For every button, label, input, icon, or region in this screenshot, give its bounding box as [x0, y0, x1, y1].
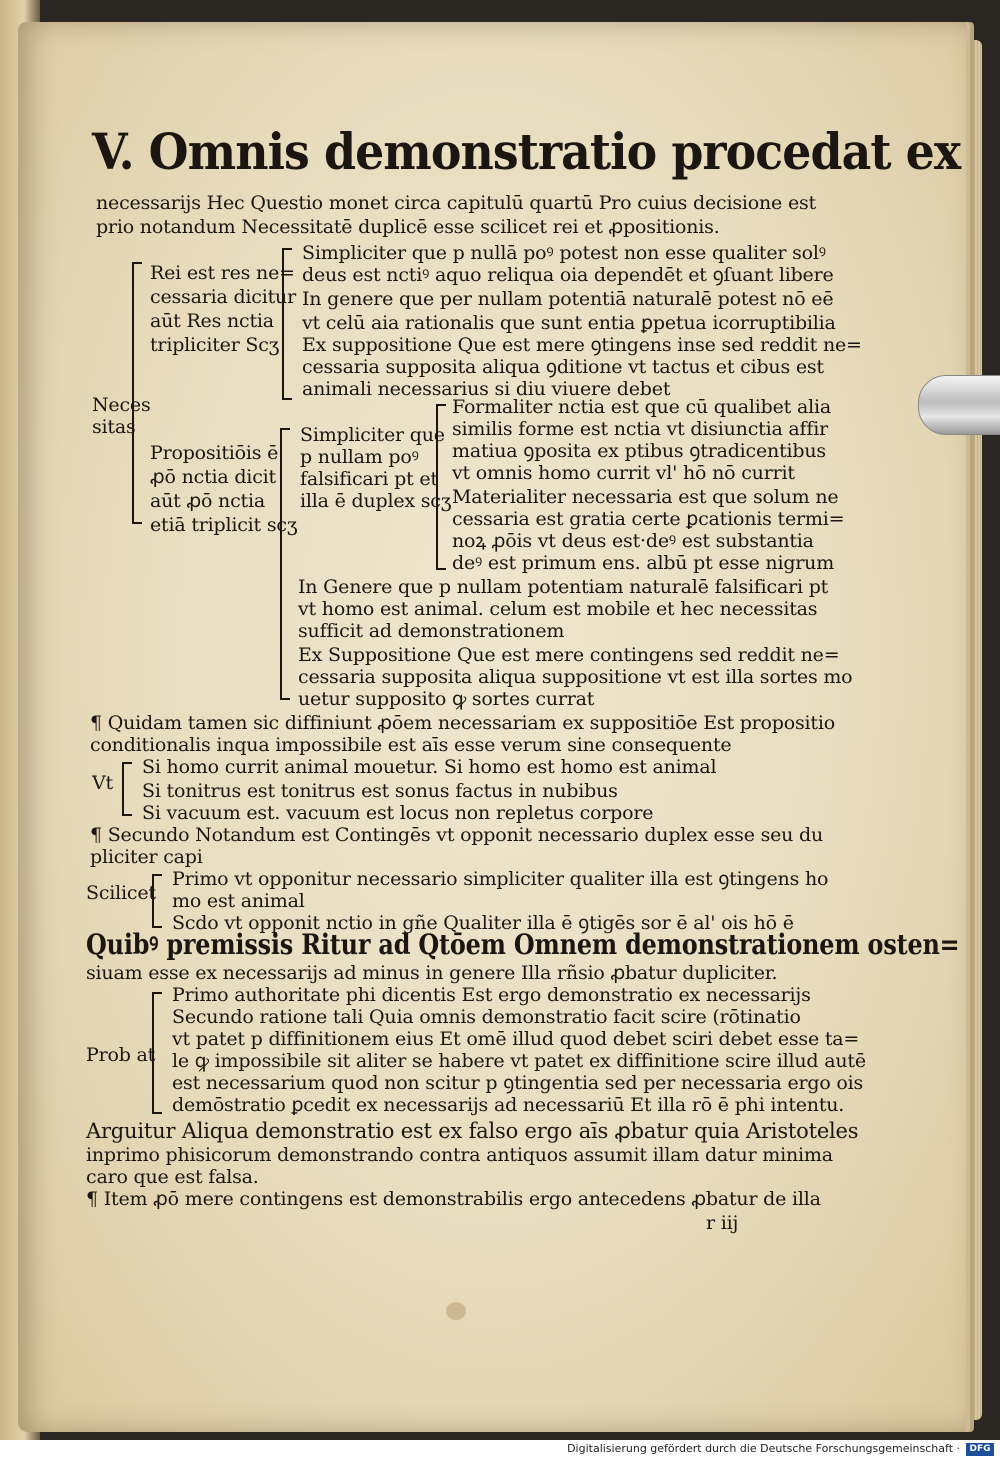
text-line: Scdo vt opponit nctio in gñe Qualiter illa ē ꝯtigēs sor ē al' ois hō ē: [172, 912, 794, 934]
text-line: necessarijs Hec Questio monet circa capitulū quartū Pro cuius decisione est: [96, 192, 816, 214]
signature-mark: r iij: [706, 1212, 739, 1234]
text-line: Quibꝰ premissis Ritur ad Qtōem Omnem demonstrationem osten=: [86, 928, 960, 961]
text-line: conditionalis inqua impossibile est aīs esse verum sine consequente: [90, 734, 732, 756]
text-line: Primo authoritate phi dicentis Est ergo demonstratio ex necessarijs: [172, 984, 811, 1006]
page-clip: [918, 375, 1000, 435]
text-line: cessaria supposita aliqua suppositione vt est illa sortes mo: [298, 666, 853, 688]
text-line: deꝰ est primum ens. albū pt esse nigrum: [452, 552, 835, 574]
page-heading: V. Omnis demonstratio procedat ex: [92, 122, 961, 181]
text-line: caro que est falsa.: [86, 1166, 259, 1188]
text-line: Si homo currit animal mouetur. Si homo est homo est animal: [142, 756, 717, 778]
funding-note: Digitalisierung gefördert durch die Deutsche Forschungsgemeinschaft ·: [567, 1442, 960, 1455]
text-line: Formaliter nctia est que cū qualibet alia: [452, 396, 831, 418]
text-line: demōstratio ꝑcedit ex necessarijs ad necessariū Et illa rō ē phi intentu.: [172, 1094, 845, 1116]
bracket: [280, 428, 290, 700]
text-line: Materialiter necessaria est que solum ne: [452, 486, 839, 508]
text-line: Ex suppositione Que est mere ꝯtingens inse sed reddit ne=: [302, 334, 862, 356]
text-line: vt omnis homo currit vl' hō nō currit: [452, 462, 795, 484]
text-line: Rei est res ne=: [150, 262, 295, 284]
text-line: uetur supposito ꝙ sortes currat: [298, 688, 595, 710]
text-line: noꝝ ꝓōis vt deus est·deꝰ est substantia: [452, 530, 814, 552]
text-line: prio notandum Necessitatē duplicē esse scilicet rei et ꝓpositionis.: [96, 216, 720, 238]
text-line: Scilicet: [86, 882, 156, 904]
text-line: etiā triplicit scʒ: [150, 514, 298, 536]
text-line: Arguitur Aliqua demonstratio est ex falso ergo aīs ꝓbatur quia Aristoteles: [86, 1119, 859, 1143]
text-line: Primo vt opponitur necessario simpliciter qualiter illa est ꝯtingens ho: [172, 868, 829, 890]
text-line: In Genere que p nullam potentiam naturalē falsificari pt: [298, 576, 829, 598]
text-line: illa ē duplex scʒ: [300, 490, 452, 512]
text-line: pliciter capi: [90, 846, 203, 868]
text-line: ꝓō nctia dicit: [150, 466, 276, 488]
text-line: p nullam poꝰ: [300, 446, 419, 468]
text-line: Si vacuum est. vacuum est locus non repletus corpore: [142, 802, 654, 824]
text-line: le ꝙ impossibile sit aliter se habere vt patet ex diffinitione scire illud autē: [172, 1050, 866, 1072]
text-line: falsificari pt et: [300, 468, 438, 490]
text-line: cessaria supposita aliqua ꝯditione vt tactus et cibus est: [302, 356, 824, 378]
footer-bar: [0, 1440, 1000, 1459]
text-line: Secundo ratione tali Quia omnis demonstratio facit scire (rōtinatio: [172, 1006, 801, 1028]
text-line: Si tonitrus est tonitrus est sonus factus in nubibus: [142, 780, 618, 802]
text-line: Propositiōis ē: [150, 442, 279, 464]
text-line: animali necessarius si diu viuere debet: [302, 378, 671, 400]
text-line: aūt Res nctia: [150, 310, 274, 332]
text-line: vt homo est animal. celum est mobile et hec necessitas: [298, 598, 818, 620]
bracket: [122, 762, 132, 816]
text-line: cessaria est gratia certe ꝑcationis termi=: [452, 508, 845, 530]
text-line: Neces: [92, 394, 151, 416]
text-line: est necessarium quod non scitur p ꝯtingentia sed per necessaria ergo ois: [172, 1072, 864, 1094]
text-line: Simpliciter que: [300, 424, 445, 446]
text-line: ¶ Item ꝓō mere contingens est demonstrabilis ergo antecedens ꝓbatur de illa: [86, 1188, 821, 1210]
text-line: sitas: [92, 416, 136, 438]
bracket: [132, 262, 142, 524]
text-line: tripliciter Scʒ: [150, 334, 280, 356]
text-line: matiua ꝯposita ex ptibus ꝯtradicentibus: [452, 440, 826, 462]
text-line: ¶ Quidam tamen sic diffiniunt ꝓōem necessariam ex suppositiōe Est propositio: [90, 712, 835, 734]
text-line: similis forme est nctia vt disiunctia affir: [452, 418, 828, 440]
text-line: Vt: [92, 772, 113, 794]
text-line: Ex Suppositione Que est mere contingens sed reddit ne=: [298, 644, 840, 666]
text-line: Simpliciter que p nullā poꝰ potest non esse qualiter solꝰ: [302, 242, 826, 264]
text-line: inprimo phisicorum demonstrando contra antiquos assumit illam datur minima: [86, 1144, 833, 1166]
page-stain: [446, 1302, 466, 1320]
text-line: deus est nctiꝰ aquo reliqua oia dependēt et ꝯſuant libere: [302, 264, 834, 286]
text-line: aūt ꝓō nctia: [150, 490, 265, 512]
text-line: mo est animal: [172, 890, 305, 912]
text-line: Prob at: [86, 1044, 156, 1066]
text-line: sufficit ad demonstrationem: [298, 620, 565, 642]
text-line: In genere que per nullam potentiā naturalē potest nō eē: [302, 288, 834, 310]
text-line: siuam esse ex necessarijs ad minus in genere Illa rñsio ꝓbatur dupliciter.: [86, 962, 778, 984]
text-line: cessaria dicitur: [150, 286, 296, 308]
dfg-logo: DFG: [966, 1443, 994, 1456]
text-line: vt patet p diffinitionem eius Et omē illud quod debet sciri debet esse ta=: [172, 1028, 860, 1050]
text-line: vt celū aia rationalis que sunt entia ꝑpetua icorruptibilia: [302, 312, 836, 334]
text-line: ¶ Secundo Notandum est Contingēs vt opponit necessario duplex esse seu du: [90, 824, 824, 846]
